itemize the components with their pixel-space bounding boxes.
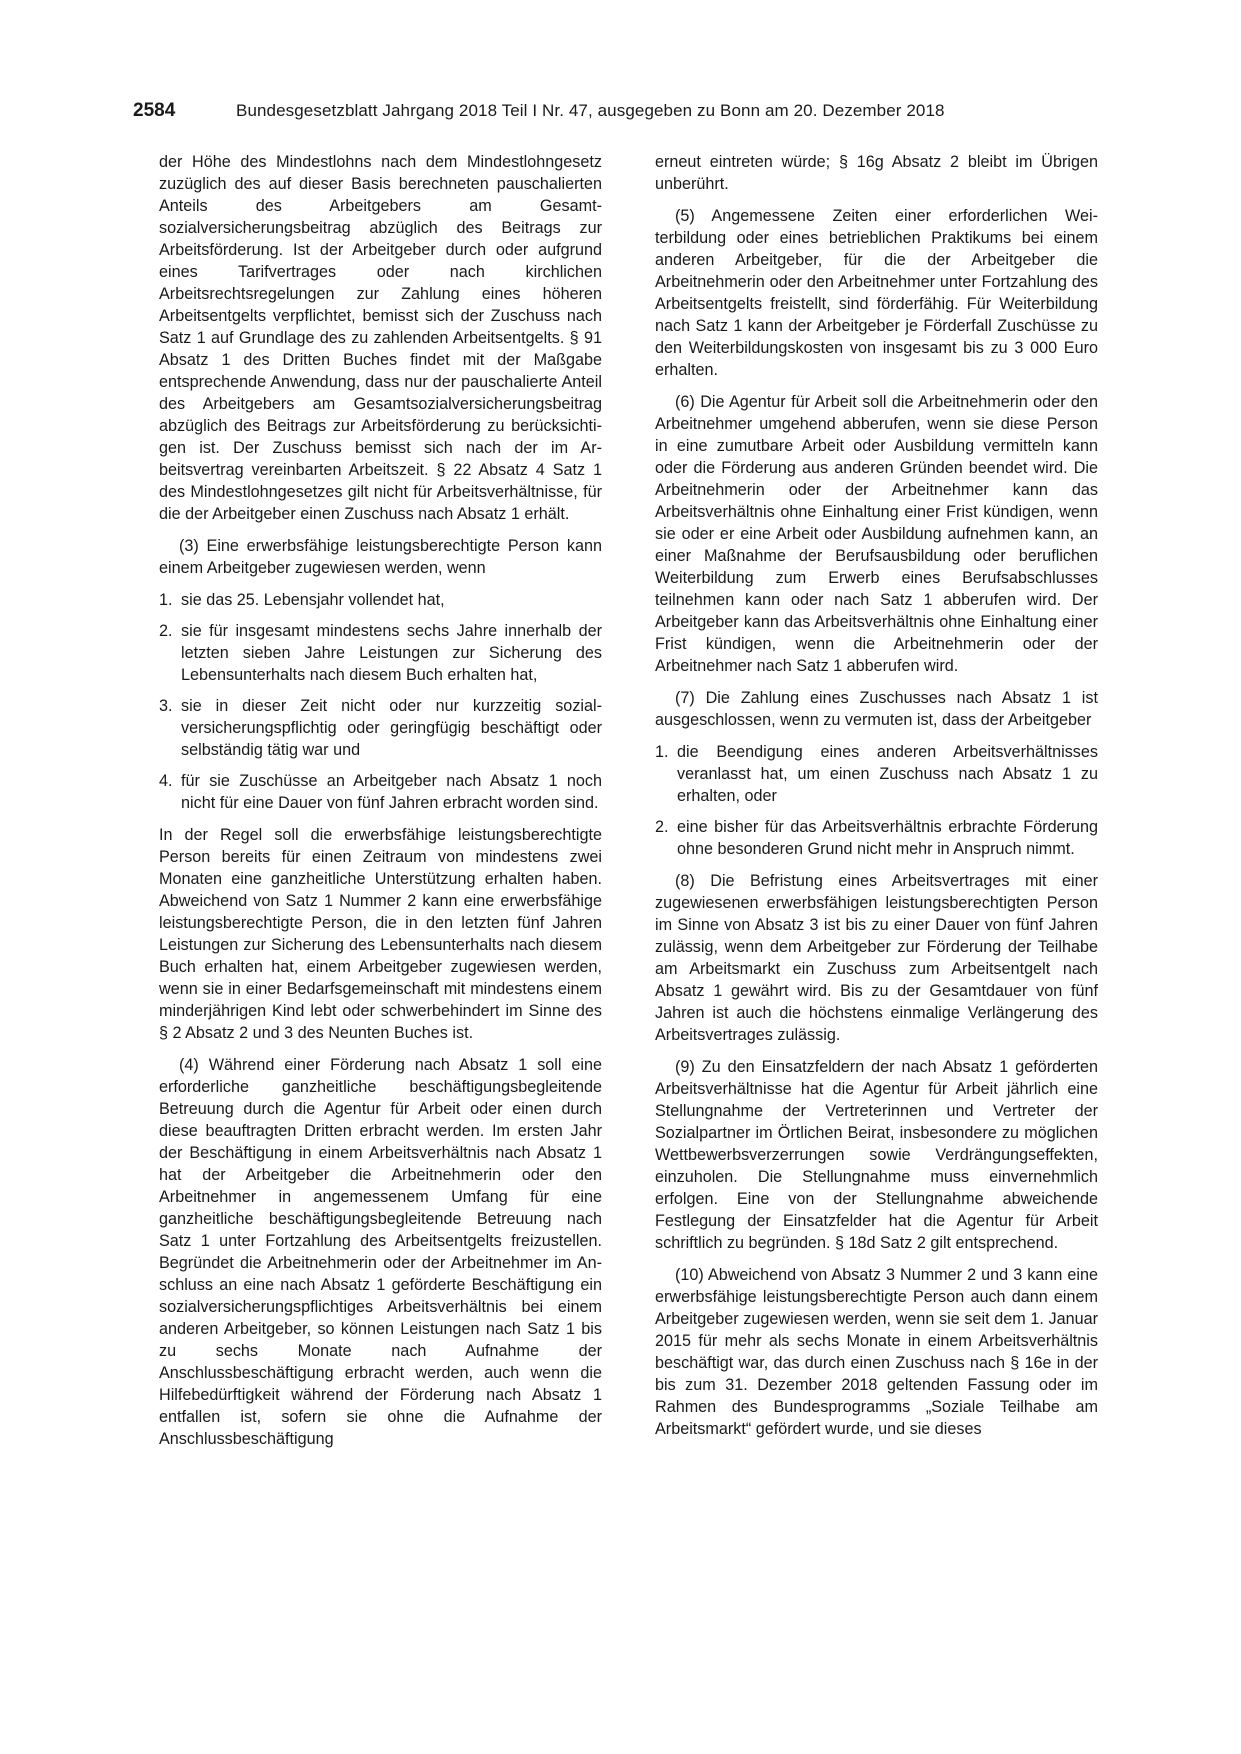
list-item [655,816,1098,860]
list-item [159,589,602,611]
list-text: eine bisher für das Arbeitsverhältnis erbrachte Förderung ohne besonderen Grund nicht mehr in Anspruch nimmt. [677,818,1098,858]
list-number: 1. [159,591,173,609]
paragraph-3-intro: (3) Eine erwerbsfähige leistungsberechtigte Person kann einem Arbeitgeber zugewiesen werden, wenn [159,537,602,577]
paragraph-9: (9) Zu den Einsatzfeldern der nach Absatz 1 geförderten Arbeitsverhältnisse hat die Agentur für Arbeit jährlich eine Stellungnahme der Vertreterinnen und Vertreter der Sozialpartner im Örtlichen Beirat, insbesondere zu möglichen Wettbewerbsverzerrungen sowie Verdrängungseffekten, einzuholen. Die Stellungnahme muss einvernehmlich erfolgen. Eine von der Stellungnahme abweichende Festlegung der Einsatzfelder hat die Agentur für Arbeit schriftlich zu begründen. § 18d Satz 2 gilt entsprechend. [655,1058,1098,1252]
list-text: sie für insgesamt mindestens sechs Jahre innerhalb der letzten sieben Jahre Leistungen zur Sicherung des Lebensunterhalts nach diesem Buch erhalten hat, [181,622,602,684]
page-number: 2584 [133,100,176,121]
left-column [159,151,602,1460]
list-number: 4. [159,772,173,790]
paragraph-10: (10) Abweichend von Absatz 3 Nummer 2 und 3 kann eine erwerbsfähige leistungsberechtigte Person auch dann einem Arbeitgeber zugewiesen werden, wenn sie seit dem 1. Januar 2015 für mehr als sechs Monate in einem Arbeitsverhältnis beschäftigt war, das durch einen Zuschuss nach § 16e in der bis zum 31. Dezember 2018 geltenden Fassung oder im Rahmen des Bundesprogramms „Soziale Teilhabe am Arbeitsmarkt“ gefördert wurde, und sie dieses [655,1266,1098,1438]
list-text: die Beendigung eines anderen Arbeitsverhältnisses veranlasst hat, um einen Zuschuss nach Absatz 1 zu erhalten, oder [677,743,1098,805]
paragraph-6: (6) Die Agentur für Arbeit soll die Arbeitnehmerin oder den Arbeitnehmer umgehend abberufen, wenn sie diese Person in eine zumutbare Arbeit oder Ausbildung vermitteln kann oder die Förderung aus anderen Gründen beendet wird. Die Arbeitnehmerin oder der Arbeitnehmer kann das Arbeitsverhältnis ohne Einhaltung einer Frist kündigen, wenn sie oder er eine Arbeit oder Ausbildung aufnehmen kann, an einer Maßnahme der Berufsausbildung oder beruflichen Weiterbildung zum Erwerb eines Berufsabschlusses teilnehmen kann oder nach Satz 1 abberufen wird. Der Arbeitgeber kann das Arbeitsverhältnis ohne Einhaltung einer Frist kündigen, wenn die Arbeitnehmerin oder der Arbeitnehmer nach Satz 1 abberufen wird. [655,393,1098,675]
list-number: 2. [655,818,669,836]
paragraph-8: (8) Die Befristung eines Arbeitsvertrages mit einer zugewiesenen erwerbsfähigen leistungsberechtigten Person im Sinne von Absatz 3 ist bis zu einer Dauer von fünf Jahren zulässig, wenn dem Arbeitgeber zur Förderung der Teilhabe am Arbeitsmarkt ein Zuschuss zum Arbeitsentgelt nach Absatz 1 gewährt wird. Bis zu der Gesamtdauer von fünf Jahren ist auch die höchstens einmalige Verlängerung des Arbeitsvertrages zulässig. [655,872,1098,1044]
list-item [159,695,602,761]
paragraph-continuation: erneut eintreten würde; § 16g Absatz 2 bleibt im Übrigen unberührt. [655,153,1098,193]
list-item [159,620,602,686]
paragraph-3-list [159,589,602,814]
list-text: für sie Zuschüsse an Arbeitgeber nach Absatz 1 noch nicht für eine Dauer von fünf Jahren erbracht worden sind. [181,772,602,812]
paragraph-continuation: der Höhe des Mindestlohns nach dem Mindestlohngesetz zuzüglich des auf dieser Basis berechneten pauschalierten Anteils des Arbeitgebers am Gesamtsozialversicherungsbeitrag abzüglich des Beitrags zur Arbeitsförderung. Ist der Arbeitgeber durch oder aufgrund eines Tarifvertrages oder nach kirchlichen Arbeitsrechtsregelungen zur Zahlung eines höheren Arbeitsentgelts verpflichtet, bemisst sich der Zuschuss nach Satz 1 auf Grundlage des zu zahlenden Arbeitsentgelts. § 91 Absatz 1 des Dritten Buches findet mit der Maßgabe entsprechende Anwendung, dass nur der pauschalierte Anteil des Arbeitgebers am Gesamtsozialversicherungsbeitrag abzüglich des Beitrags zur Arbeitsförderung zu berücksichtigen ist. Der Zuschuss bemisst sich nach der im Arbeitsvertrag vereinbarten Arbeitszeit. § 22 Absatz 4 Satz 1 des Mindestlohngesetzes gilt nicht für Arbeitsverhältnisse, für die der Arbeitgeber einen Zuschuss nach Absatz 1 erhält. [159,153,602,523]
running-title: Bundesgesetzblatt Jahrgang 2018 Teil I Nr. 47, ausgegeben zu Bonn am 20. Dezember 2018 [236,101,945,120]
page-header [133,100,1108,130]
paragraph-7-list [655,741,1098,860]
list-text: sie das 25. Lebensjahr vollendet hat, [181,591,445,609]
paragraph-3-after: In der Regel soll die erwerbsfähige leistungsberechtigte Person bereits für einen Zeitraum von mindestens zwei Monaten eine ganzheitliche Unterstützung erhalten haben. Abweichend von Satz 1 Nummer 2 kann eine erwerbsfähige leistungsberechtigte Person, die in den letzten fünf Jahren Leistungen zur Sicherung des Lebensunterhalts nach diesem Buch erhalten hat, einem Arbeitgeber zugewiesen werden, wenn sie in einer Bedarfsgemeinschaft mit mindestens einem minderjährigen Kind lebt oder schwerbehindert im Sinne des § 2 Absatz 2 und 3 des Neunten Buches ist. [159,826,602,1042]
paragraph-4: (4) Während einer Förderung nach Absatz 1 soll eine erforderliche ganzheitliche beschäftigungsbegleitende Betreuung durch die Agentur für Arbeit oder einen durch diese beauftragten Dritten erbracht werden. Im ersten Jahr der Beschäftigung in einem Arbeitsverhältnis nach Absatz 1 hat der Arbeitgeber die Arbeitnehmerin oder den Arbeitnehmer in angemessenem Umfang für eine ganzheitliche beschäftigungsbegleitende Betreuung nach Satz 1 unter Fortzahlung des Arbeitsentgelts freizustellen. Begründet die Arbeitnehmerin oder der Arbeitnehmer im Anschluss an eine nach Absatz 1 geförderte Beschäftigung ein sozialversicherungspflichtiges Arbeitsverhältnis bei einem anderen Arbeitgeber, so können Leistungen nach Satz 1 bis zu sechs Monate nach Aufnahme der Anschlussbeschäftigung erbracht werden, auch wenn die Hilfebedürftigkeit während der Förderung nach Absatz 1 entfallen ist, sofern sie ohne die Aufnahme der Anschlussbeschäftigung [159,1056,602,1448]
list-text: sie in dieser Zeit nicht oder nur kurzzeitig sozialversicherungspflichtig oder geringfügig beschäftigt oder selbständig tätig war und [181,697,602,759]
paragraph-7-intro: (7) Die Zahlung eines Zuschusses nach Absatz 1 ist ausgeschlossen, wenn zu vermuten ist, dass der Arbeitgeber [655,689,1098,729]
list-item [159,770,602,814]
list-number: 3. [159,697,173,715]
paragraph-5: (5) Angemessene Zeiten einer erforderlichen Weiterbildung oder eines betrieblichen Praktikums bei einem anderen Arbeitgeber, für die der Arbeitgeber die Arbeitnehmerin oder den Arbeitnehmer unter Fortzahlung des Arbeitsentgelts freistellt, sind förderfähig. Für Weiterbildung nach Satz 1 kann der Arbeitgeber je Förderfall Zuschüsse zu den Weiterbildungskosten von insgesamt bis zu 3 000 Euro erhalten. [655,207,1098,379]
right-column [655,151,1098,1450]
list-number: 1. [655,743,669,761]
list-item [655,741,1098,807]
list-number: 2. [159,622,173,640]
